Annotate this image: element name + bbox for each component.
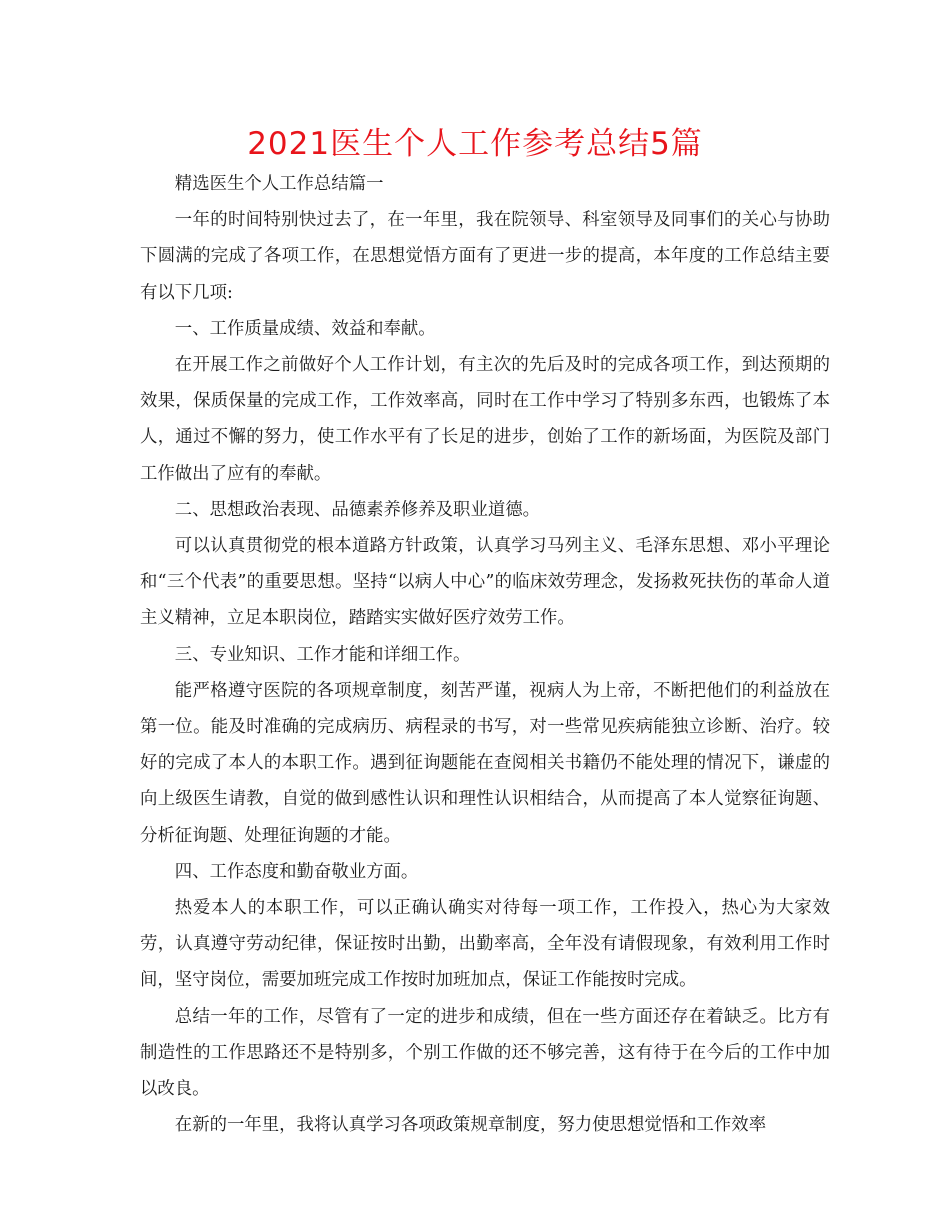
paragraph: 可以认真贯彻党的根本道路方针政策，认真学习马列主义、毛泽东思想、邓小平理论和“三个代表”的重要思想。坚持“以病人中心”的临床效劳理念，发扬救死扶伤的革命人道主义精神，立足本职岗位，踏踏实实做好医疗效劳工作。	[140, 536, 830, 629]
document-title: 2021医生个人工作参考总结5篇	[247, 126, 703, 162]
paragraph: 总结一年的工作，尽管有了一定的进步和成绩，但在一些方面还存在着缺乏。比方有制造性的工作思路还不是特别多，个别工作做的还不够完善，这有待于在今后的工作中加以改良。	[140, 1006, 830, 1100]
paragraph: 在开展工作之前做好个人工作计划，有主次的先后及时的完成各项工作，到达预期的效果，保质保量的完成工作，工作效率高，同时在工作中学习了特别多东西，也锻炼了本人，通过不懈的努力，使工作水平有了长足的进步，创始了工作的新场面，为医院及部门工作做出了应有的奉献。	[140, 355, 830, 484]
section-heading: 一、工作质量成绩、效益和奉献。	[174, 318, 436, 339]
document-body	[140, 166, 830, 1143]
section-heading: 四、工作态度和勤奋敬业方面。	[174, 861, 419, 882]
section-heading: 三、专业知识、工作才能和详细工作。	[174, 644, 471, 665]
paragraph: 能严格遵守医院的各项规章制度，刻苦严谨，视病人为上帝，不断把他们的利益放在第一位。能及时准确的完成病历、病程录的书写，对一些常见疾病能独立诊断、治疗。较好的完成了本人的本职工作。遇到征询题能在查阅相关书籍仍不能处理的情况下，谦虚的向上级医生请教，自觉的做到感性认识和理性认识相结合，从而提高了本人觉察征询题、分析征询题、处理征询题的才能。	[140, 680, 830, 846]
section-heading: 二、思想政治表现、品德素养修养及职业道德。	[174, 499, 541, 520]
paragraph: 在新的一年里，我将认真学习各项政策规章制度，努力使思想觉悟和工作效率	[174, 1115, 767, 1136]
paragraph: 热爱本人的本职工作，可以正确认确实对待每一项工作，工作投入，热心为大家效劳，认真遵守劳动纪律，保证按时出勤，出勤率高，全年没有请假现象，有效利用工作时间，坚守岗位，需要加班完成工作按时加班加点，保证工作能按时完成。	[140, 898, 830, 991]
paragraph: 一年的时间特别快过去了，在一年里，我在院领导、科室领导及同事们的关心与协助下圆满的完成了各项工作，在思想觉悟方面有了更进一步的提高，本年度的工作总结主要有以下几项:	[140, 210, 830, 303]
section-heading-intro: 精选医生个人工作总结篇一	[174, 174, 384, 194]
